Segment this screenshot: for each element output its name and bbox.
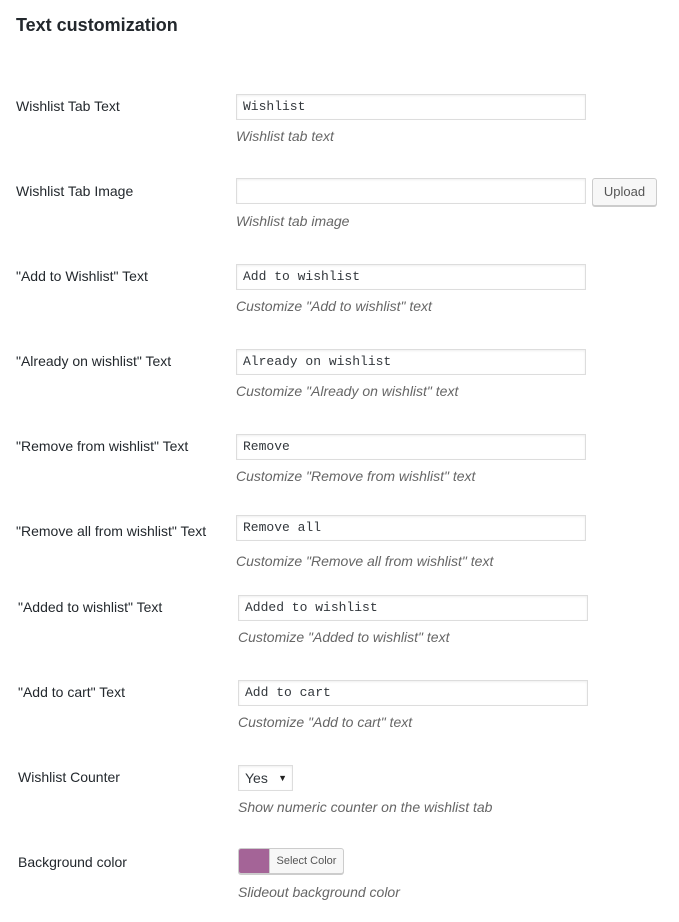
caret-down-icon: ▼ [278, 773, 287, 783]
select-value: Yes [245, 770, 268, 786]
setting-label: "Add to cart" Text [18, 684, 125, 700]
remove-from-wishlist-text-input[interactable]: Remove [236, 434, 586, 460]
upload-button[interactable]: Upload [592, 178, 657, 206]
added-to-wishlist-text-input[interactable]: Added to wishlist [238, 595, 588, 621]
wishlist-tab-image-input[interactable] [236, 178, 586, 204]
setting-label: "Remove from wishlist" Text [16, 438, 189, 454]
setting-description: Customize "Add to cart" text [238, 714, 413, 730]
wishlist-counter-select[interactable] [238, 765, 293, 791]
setting-description: Wishlist tab image [236, 213, 350, 229]
setting-description: Customize "Remove from wishlist" text [236, 468, 476, 484]
setting-description: Customize "Already on wishlist" text [236, 383, 459, 399]
wishlist-tab-text-input[interactable]: Wishlist [236, 94, 586, 120]
setting-label: "Add to Wishlist" Text [16, 268, 148, 284]
already-on-wishlist-text-input[interactable]: Already on wishlist [236, 349, 586, 375]
setting-label: "Remove all from wishlist" Text [16, 523, 207, 539]
select-color-label: Select Color [276, 855, 337, 867]
setting-label: Wishlist Tab Image [16, 183, 134, 199]
setting-description: Slideout background color [238, 884, 400, 900]
setting-description: Show numeric counter on the wishlist tab [238, 799, 493, 815]
remove-all-from-wishlist-text-input[interactable]: Remove all [236, 515, 586, 541]
setting-label: Wishlist Tab Text [16, 98, 120, 114]
setting-label: "Already on wishlist" Text [16, 353, 172, 369]
setting-description: Customize "Remove all from wishlist" text [236, 553, 494, 569]
setting-label: Wishlist Counter [18, 769, 120, 785]
setting-description: Wishlist tab text [236, 128, 334, 144]
setting-label: "Added to wishlist" Text [18, 599, 163, 615]
setting-description: Customize "Added to wishlist" text [238, 629, 450, 645]
color-swatch [239, 849, 270, 873]
add-to-wishlist-text-input[interactable]: Add to wishlist [236, 264, 586, 290]
setting-label: Background color [18, 854, 127, 870]
add-to-cart-text-input[interactable]: Add to cart [238, 680, 588, 706]
page-title: Text customization [16, 15, 178, 35]
setting-description: Customize "Add to wishlist" text [236, 298, 432, 314]
select-color-button[interactable] [238, 848, 344, 874]
